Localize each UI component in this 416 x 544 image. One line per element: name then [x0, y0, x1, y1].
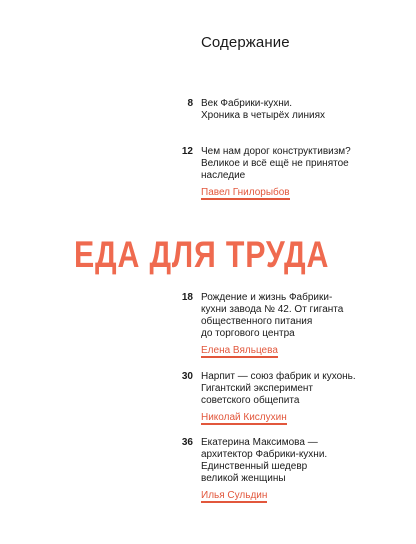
- entry-title-line: наследие: [201, 170, 246, 181]
- entry-body: [201, 98, 381, 122]
- entry-title-line: Век Фабрики-кухни.: [201, 98, 293, 109]
- entry-body: [201, 146, 381, 200]
- entry-title-line: великой женщины: [201, 473, 286, 484]
- page-number: 8: [187, 98, 193, 109]
- entry-title-line: советского общепита: [201, 395, 300, 406]
- entry-body: [201, 371, 381, 425]
- section-headline: ЕДА ДЛЯ ТРУДА: [74, 234, 330, 275]
- entry-title-line: Хроника в четырёх линиях: [201, 110, 325, 121]
- entry-title-line: Великое и всё ещё не принятое: [201, 158, 349, 169]
- author-link[interactable]: Павел Гнилорыбов: [201, 187, 290, 198]
- entry-title-line: Единственный шедевр: [201, 461, 308, 472]
- page-number: 36: [181, 437, 193, 448]
- page-number: 30: [181, 371, 193, 382]
- entry-title-line: Чем нам дорог конструктивизм?: [201, 146, 351, 157]
- page-number: 12: [181, 146, 193, 157]
- entry-body: [201, 292, 381, 358]
- entry-title-line: архитектор Фабрики-кухни.: [201, 449, 328, 460]
- entry-body: [201, 437, 381, 503]
- entry-title-line: Нарпит — союз фабрик и кухонь.: [201, 371, 356, 382]
- page-number: 18: [181, 292, 193, 303]
- author-link[interactable]: Илья Сульдин: [201, 490, 268, 501]
- author-link[interactable]: Николай Кислухин: [201, 412, 287, 423]
- author-link[interactable]: Елена Вяльцева: [201, 345, 278, 356]
- page-title: Содержание: [201, 34, 290, 51]
- entry-title-line: общественного питания: [201, 316, 313, 327]
- entry-title-line: кухни завода № 42. От гиганта: [201, 304, 344, 315]
- entry-title-line: Гигантский эксперимент: [201, 383, 313, 394]
- entry-title-line: Рождение и жизнь Фабрики-: [201, 292, 333, 303]
- entry-title-line: Екатерина Максимова —: [201, 437, 318, 448]
- entry-title-line: до торгового центра: [201, 328, 295, 339]
